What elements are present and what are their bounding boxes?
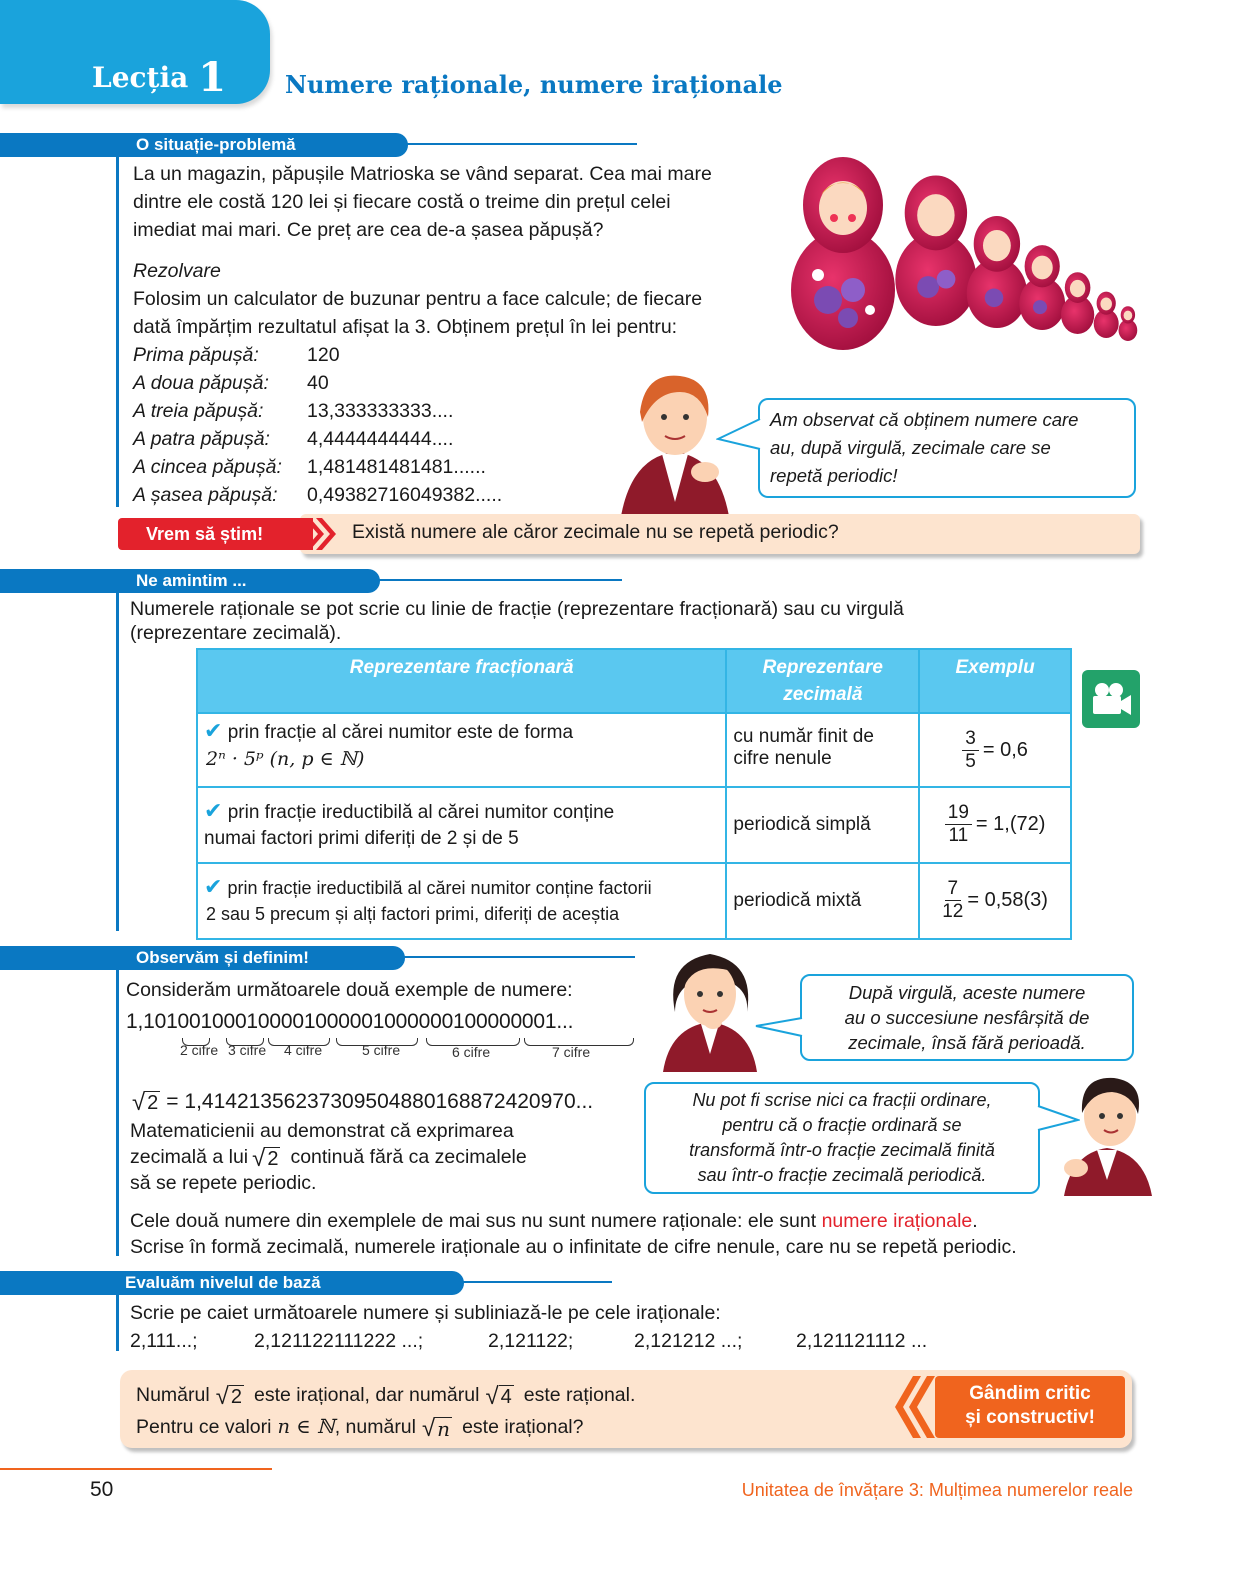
section-header-amintim: Ne amintim ... [0, 569, 380, 593]
rezolvare-text [133, 285, 702, 341]
doll-1 [791, 157, 895, 350]
representation-table [196, 648, 1072, 940]
doll-5 [1061, 272, 1094, 334]
doll-value: 0,49382716049382..... [307, 484, 503, 506]
irrational-numbers-term: numere iraționale [821, 1210, 973, 1232]
doll-price-list [133, 341, 502, 509]
speech-bubble-no-period [800, 974, 1134, 1061]
doll-price-row [133, 397, 502, 425]
checkmark-icon: ✔ [204, 718, 223, 743]
rezolvare-line: Folosim un calculator de buzunar pentru a face calcule; de fiecare [133, 288, 703, 310]
table-cell [726, 713, 919, 787]
frac-denominator: 5 [965, 750, 976, 772]
brace-label: 7 cifre [552, 1044, 591, 1060]
question-part: Numărul [136, 1384, 210, 1406]
brace-label: 6 cifre [452, 1044, 491, 1060]
page-number: 50 [90, 1478, 114, 1501]
tag-line: Gândim critic [969, 1383, 1091, 1404]
table-cell [919, 787, 1071, 863]
doll-label: A treia păpușă: [133, 400, 264, 422]
table-cell [726, 787, 919, 863]
bubble-line: sau într-o fracție zecimală periodică. [697, 1165, 987, 1185]
vrem-sa-stim-tag: Vrem să știm! [118, 518, 313, 550]
cell-text: prin fracție ireductibilă al cărei numitor conține factorii [227, 878, 652, 898]
sqrt-argument: 2 [230, 1386, 242, 1408]
section-margin-line [116, 157, 119, 507]
intro-line: Numerele raționale se pot scrie cu linie de fracție (reprezentare fracționară) sau cu virgulă [130, 598, 904, 620]
question-part: este irațional, dar numărul [253, 1384, 480, 1406]
problem-line: imediat mai mari. Ce preț are cea de-a șasea păpușă? [133, 219, 604, 241]
number-item: 2,121122; [488, 1330, 574, 1352]
doll-2 [895, 175, 976, 326]
doll-value: 4,4444444444.... [307, 428, 454, 450]
table-cell [197, 863, 726, 939]
table-header: Reprezentare zecimală [726, 649, 919, 713]
section-header-observam: Observăm și definim! [0, 946, 405, 970]
rezolvare-label: Rezolvare [133, 260, 221, 282]
bubble-line: au o succesiune nesfârșită de [844, 1007, 1090, 1028]
sqrt-argument: n [437, 1417, 451, 1441]
irrational-number-example: 1,101001000100001000001000000100000001... [126, 1010, 574, 1033]
doll-price-row [133, 425, 502, 453]
cell-text: 2ⁿ · 5ᵖ (n, p ∈ ℕ) [206, 748, 365, 770]
lesson-number: 1 [198, 54, 227, 101]
speech-bubble-fractions [644, 1082, 1040, 1194]
cell-text: prin fracție ireductibilă al cărei numitor conține [227, 802, 615, 823]
doll-price-row [133, 453, 502, 481]
math-expression: n ∈ ℕ [277, 1415, 335, 1438]
proof-line: Matematicienii au demonstrat că exprimarea [130, 1120, 514, 1142]
evaluam-task: Scrie pe caiet următoarele numere și subliniază-le pe cele iraționale: [130, 1302, 721, 1324]
chevrons-icon [290, 516, 336, 552]
unit-title: Unitatea de învățare 3: Mulțimea numerelor reale [741, 1480, 1133, 1500]
lesson-word: Lecția [92, 61, 189, 94]
footer-rule [0, 1468, 272, 1470]
doll-label: A cincea păpușă: [133, 456, 282, 478]
cell-text: periodică simplă [733, 814, 871, 835]
girl-illustration [655, 942, 765, 1072]
bubble-line: zecimale, însă fără perioadă. [848, 1032, 1086, 1053]
doll-value: 120 [307, 344, 340, 366]
bubble-line: Nu pot fi scrise nici ca fracții ordinare, [692, 1090, 992, 1110]
doll-label: A șasea păpușă: [133, 484, 278, 506]
section-rule [403, 956, 635, 958]
rezolvare-line: dată împărțim rezultatul afișat la 3. Obținem prețul în lei pentru: [133, 316, 678, 338]
doll-label: Prima păpușă: [133, 344, 259, 366]
conclusion-line [130, 1208, 1017, 1234]
matryoshka-dolls-image [788, 150, 1143, 355]
tag-line: și constructiv! [965, 1407, 1095, 1428]
cell-text: numai factori primi diferiți de 2 și de 5 [204, 828, 519, 849]
frac-denominator: 12 [942, 900, 964, 922]
brace-label: 5 cifre [362, 1042, 401, 1058]
cell-text: 2 sau 5 precum și alți factori primi, diferiți de aceștia [206, 904, 620, 924]
bubble-line: repetă periodic! [770, 465, 898, 486]
brace-label: 4 cifre [284, 1042, 323, 1058]
table-header: Reprezentare fracționară [197, 649, 726, 713]
section-margin-line [116, 1295, 119, 1351]
bubble-line: pentru că o fracție ordinară se [722, 1115, 962, 1135]
bubble-line: au, după virgulă, zecimale care se [770, 437, 1051, 458]
section-margin-line [116, 970, 119, 1256]
section-header-evaluam: Evaluăm nivelul de bază [0, 1271, 464, 1295]
question-part: este rațional. [523, 1384, 636, 1406]
doll-label: A doua păpușă: [133, 372, 269, 394]
gandim-critic-tag [935, 1376, 1125, 1438]
brace-label: 2 cifre [180, 1042, 219, 1058]
bubble-line: Am observat că obținem numere care [770, 409, 1079, 430]
table-row [197, 863, 1071, 939]
doll-price-row [133, 481, 502, 509]
sqrt-symbol: √ n [422, 1415, 451, 1442]
cell-text: prin fracție al cărei numitor este de forma [227, 722, 574, 743]
checkmark-icon: ✔ [204, 798, 223, 823]
proof-line: continuă fără ca zecimalele [290, 1146, 527, 1168]
sqrt-symbol: √ 2 [132, 1089, 159, 1116]
doll-label: A patra păpușă: [133, 428, 270, 450]
sqrt-symbol: √ 2 [215, 1383, 242, 1410]
critical-question [136, 1378, 635, 1440]
example-value: = 0,58(3) [967, 889, 1048, 911]
problem-line: La un magazin, păpușile Matrioska se vând separat. Cea mai mare [133, 163, 712, 185]
bubble-pointer [716, 415, 762, 455]
amintim-intro [130, 596, 904, 646]
problem-text [133, 160, 773, 244]
section-header-situatie: O situație-problemă [0, 133, 408, 157]
brace-label: 3 cifre [228, 1042, 267, 1058]
proof-line: să se repete periodic. [130, 1172, 317, 1194]
sqrt2-value: = 1,41421356237309504880168872420970... [166, 1090, 594, 1113]
sqrt-symbol: √ 4 [485, 1383, 512, 1410]
bubble-line: transformă într-o fracție zecimală finită [689, 1140, 995, 1160]
bubble-pointer [754, 1016, 804, 1040]
conclusion-line: Scrise în formă zecimală, numerele iraționale au o infinitate de cifre nenule, care nu se repetă periodic. [130, 1236, 1017, 1258]
frac-numerator: 7 [945, 878, 962, 901]
cell-text: cu număr finit de [733, 726, 874, 747]
vrem-question: Există numere ale căror zecimale nu se repetă periodic? [352, 521, 839, 543]
table-row [197, 787, 1071, 863]
number-item: 2,121122111222 ...; [254, 1330, 424, 1352]
table-header: Exemplu [919, 649, 1071, 713]
doll-value: 1,481481481481...... [307, 456, 486, 478]
section-rule [378, 579, 622, 581]
frac-numerator: 19 [945, 802, 972, 825]
sqrt-symbol: √ 2 [252, 1145, 279, 1172]
table-header-row [197, 649, 1071, 713]
sqrt-argument: 2 [147, 1092, 159, 1114]
problem-line: dintre ele costă 120 lei și fiecare costă o treime din prețul celei [133, 191, 671, 213]
table-cell [919, 863, 1071, 939]
doll-3 [967, 216, 1027, 328]
cell-text: periodică mixtă [733, 890, 862, 911]
doll-value: 13,333333333.... [307, 400, 454, 422]
lesson-title: Numere raționale, numere iraționale [285, 70, 783, 99]
doll-price-row [133, 369, 502, 397]
section-rule [462, 1281, 612, 1283]
doll-value: 40 [307, 372, 329, 394]
example-value: = 0,6 [982, 739, 1028, 761]
sqrt2-expansion [132, 1090, 593, 1114]
video-camera-icon[interactable] [1082, 670, 1140, 728]
intro-line: (reprezentare zecimală). [130, 622, 342, 644]
section-rule [405, 143, 637, 145]
boy-illustration-2 [1052, 1068, 1162, 1196]
doll-6 [1094, 292, 1119, 338]
number-item: 2,111...; [130, 1330, 198, 1352]
section-margin-line [116, 593, 119, 931]
speech-bubble-observation [758, 398, 1136, 498]
number-item: 2,121121112 ... [796, 1330, 928, 1352]
conclusion-part: Cele două numere din exemplele de mai sus nu sunt numere raționale: ele sunt [130, 1210, 822, 1232]
table-cell [726, 863, 919, 939]
table-cell [919, 713, 1071, 787]
doll-4 [1019, 245, 1065, 330]
sqrt-argument: 2 [267, 1148, 279, 1170]
sqrt-argument: 4 [500, 1386, 512, 1408]
checkmark-icon: ✔ [204, 874, 223, 899]
observam-intro: Considerăm următoarele două exemple de numere: [126, 979, 573, 1001]
conclusion-part: . [972, 1210, 978, 1232]
cell-text: cifre nenule [733, 748, 832, 769]
conclusion-text [130, 1208, 1017, 1260]
doll-7 [1119, 306, 1138, 341]
bubble-line: După virgulă, aceste numere [848, 982, 1086, 1003]
lesson-tab [0, 0, 270, 104]
frac-denominator: 11 [948, 824, 969, 846]
proof-line: zecimală a lui [130, 1146, 249, 1168]
table-cell [197, 787, 726, 863]
question-part: , numărul [334, 1416, 416, 1438]
number-item: 2,121212 ...; [634, 1330, 743, 1352]
doll-price-row [133, 341, 502, 369]
question-part: este irațional? [462, 1416, 584, 1438]
frac-numerator: 3 [962, 728, 979, 751]
table-row [197, 713, 1071, 787]
proof-text [130, 1118, 650, 1196]
example-value: = 1,(72) [975, 813, 1046, 835]
question-part: Pentru ce valori [136, 1416, 272, 1438]
table-cell [197, 713, 726, 787]
